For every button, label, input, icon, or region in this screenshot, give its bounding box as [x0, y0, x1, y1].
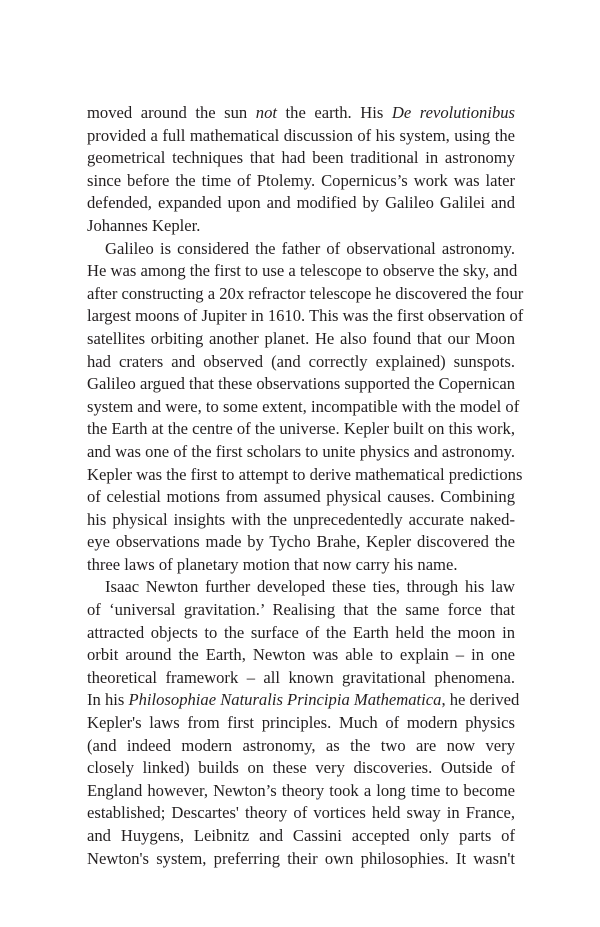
italic-text: Philosophiae Naturalis Principia Mathematica	[128, 690, 442, 710]
text-line	[87, 848, 515, 871]
text-line	[87, 260, 518, 283]
text-line	[87, 780, 515, 803]
text-line	[87, 328, 515, 351]
paragraph	[87, 238, 524, 577]
text-segment: Johannes Kepler.	[87, 215, 201, 235]
text-line	[87, 509, 515, 532]
text-segment: his physical insights with the unprecedentedly accurate naked-	[87, 509, 515, 529]
text-segment: Newton's system, preferring their own philosophies. It wasn't	[87, 848, 515, 868]
text-segment: the earth. His	[277, 103, 392, 122]
text-segment: orbit around the Earth, Newton was able to explain – in one	[87, 645, 515, 665]
text-line	[87, 147, 515, 170]
text-segment: had craters and observed (and correctly explained) sunspots.	[87, 351, 515, 371]
text-line	[87, 283, 524, 306]
text-segment: eye observations made by Tycho Brahe, Kepler discovered the	[87, 532, 515, 552]
text-line	[87, 215, 515, 238]
text-segment: system and were, to some extent, incompatible with the model of	[87, 396, 520, 416]
text-segment: moved around the sun	[87, 103, 256, 122]
text-segment: Kepler was the first to attempt to derive mathematical predictions	[87, 464, 523, 484]
text-segment: since before the time of Ptolemy. Copernicus’s work was later	[87, 170, 515, 190]
text-line	[87, 170, 515, 193]
text-segment: Galileo is considered the father of observational astronomy.	[105, 238, 515, 258]
text-segment: In his	[87, 690, 129, 710]
text-segment: , he derived	[441, 690, 520, 710]
text-segment: and was one of the first scholars to unite physics and astronomy.	[87, 441, 515, 461]
paragraph	[87, 102, 515, 238]
text-segment: theoretical framework – all known gravitational phenomena.	[87, 667, 515, 687]
text-line	[87, 825, 515, 848]
text-line	[87, 802, 515, 825]
text-line	[87, 238, 515, 261]
text-segment: attracted objects to the surface of the Earth held the moon in	[87, 622, 515, 642]
text-segment: defended, expanded upon and modified by Galileo Galilei and	[87, 193, 515, 213]
text-line	[87, 102, 515, 125]
text-segment: largest moons of Jupiter in 1610. This was the first observation of	[87, 306, 524, 326]
text-segment: He was among the first to use a telescope to observe the sky, and	[87, 261, 518, 281]
text-line	[87, 667, 515, 690]
page-body	[87, 102, 524, 870]
text-line	[87, 396, 520, 419]
text-line	[87, 531, 515, 554]
text-line	[87, 622, 515, 645]
text-line	[87, 192, 515, 215]
text-segment: Isaac Newton further developed these ties, through his law	[105, 577, 515, 597]
text-line	[87, 644, 515, 667]
text-segment: closely linked) builds on these very discoveries. Outside of	[87, 758, 515, 778]
text-line	[87, 418, 515, 441]
text-line	[87, 712, 515, 735]
text-segment: (and indeed modern astronomy, as the two are now very	[87, 735, 515, 755]
text-segment: three laws of planetary motion that now carry his name.	[87, 554, 458, 574]
italic-text: De revolutionibus	[391, 103, 515, 122]
text-segment: provided a full mathematical discussion of his system, using the	[87, 125, 515, 145]
text-segment: of ‘universal gravitation.’ Realising that the same force that	[87, 600, 515, 620]
text-line	[87, 735, 515, 758]
text-segment: satellites orbiting another planet. He also found that our Moon	[87, 328, 515, 348]
text-segment: Galileo argued that these observations supported the Copernican	[87, 374, 515, 394]
text-line	[87, 125, 515, 148]
italic-text: not	[255, 103, 277, 122]
text-line	[87, 373, 515, 396]
text-segment: England however, Newton’s theory took a long time to become	[87, 780, 515, 800]
text-line	[87, 757, 515, 780]
text-line	[87, 351, 515, 374]
text-line	[87, 305, 524, 328]
text-segment: after constructing a 20x refractor telescope he discovered the four	[87, 283, 524, 303]
text-line	[87, 689, 520, 712]
text-segment: the Earth at the centre of the universe. Kepler built on this work,	[87, 419, 515, 439]
text-line	[87, 576, 515, 599]
text-segment: geometrical techniques that had been traditional in astronomy	[87, 148, 515, 168]
text-segment: established; Descartes' theory of vortices held sway in France,	[87, 803, 515, 823]
text-segment: of celestial motions from assumed physical causes. Combining	[87, 487, 515, 507]
text-line	[87, 441, 515, 464]
paragraph	[87, 576, 520, 870]
text-segment: and Huygens, Leibnitz and Cassini accepted only parts of	[87, 826, 515, 845]
text-line	[87, 464, 523, 487]
text-line	[87, 599, 515, 622]
text-line	[87, 554, 515, 577]
text-segment: Kepler's laws from first principles. Much of modern physics	[87, 713, 515, 733]
text-line	[87, 486, 515, 509]
